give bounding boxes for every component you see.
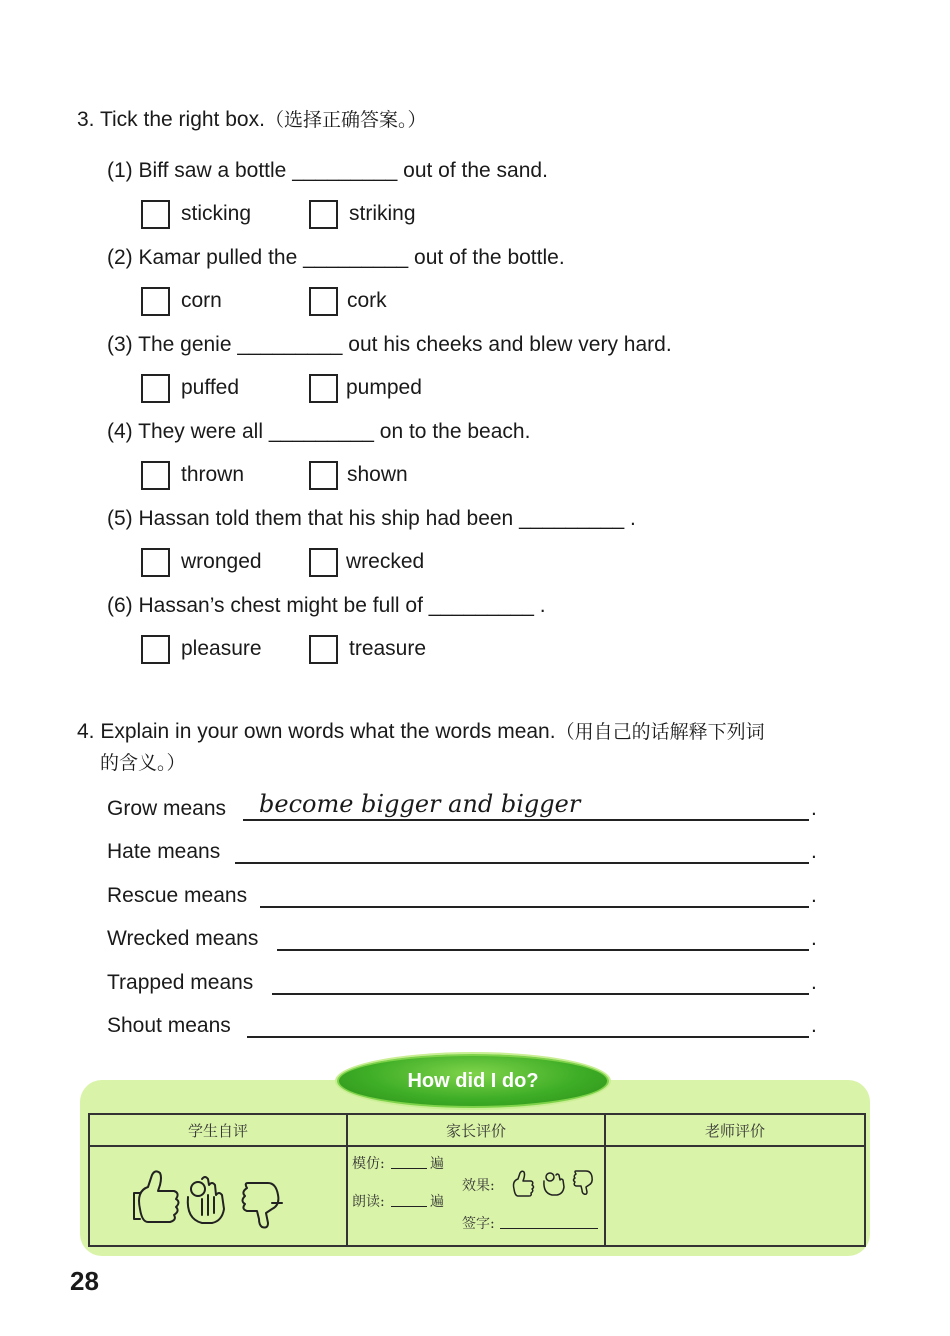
q3-4-option-a: thrown <box>181 463 245 486</box>
q3-4-option-b: shown <box>347 463 408 486</box>
page-number: 28 <box>70 1266 99 1296</box>
q3-6-option-a: pleasure <box>181 637 262 660</box>
col-parent-evaluation: 家长评价 <box>347 1114 605 1146</box>
q3-sentence-6: (6) Hassan’s chest might be full of _________ . <box>107 594 546 617</box>
col-teacher-evaluation: 老师评价 <box>605 1114 865 1146</box>
sign-label: 签字: <box>462 1216 495 1232</box>
imitate-times: 遍 <box>430 1156 444 1172</box>
q3-3-checkbox-a[interactable] <box>141 374 170 403</box>
q4-answer-line-wrecked[interactable] <box>277 949 809 951</box>
q3-2-option-a: corn <box>181 289 222 312</box>
read-times: 遍 <box>430 1194 444 1210</box>
teacher-evaluation-cell[interactable] <box>605 1146 865 1246</box>
q4-answer-line-rescue[interactable] <box>260 906 809 908</box>
self-evaluation-cell <box>89 1146 347 1246</box>
q4-label-wrecked: Wrecked means <box>107 927 259 950</box>
q3-1-option-b: striking <box>349 202 416 225</box>
q3-6-checkbox-b[interactable] <box>309 635 338 664</box>
period: . <box>811 1014 817 1037</box>
q3-sentence-4: (4) They were all _________ on to the beach. <box>107 420 531 443</box>
q3-2-checkbox-a[interactable] <box>141 287 170 316</box>
effect-label: 效果: <box>462 1178 495 1194</box>
effect-rating-icons <box>508 1165 602 1199</box>
q3-sentence-5: (5) Hassan told them that his ship had been _________ . <box>107 507 636 530</box>
read-count-field[interactable] <box>391 1206 427 1207</box>
q3-1-option-a: sticking <box>181 202 252 225</box>
question-4-title-en: 4. Explain in your own words what the words mean. <box>77 720 556 743</box>
question-4-title-line2 <box>100 748 186 775</box>
thumbs-down-icon[interactable] <box>243 1183 283 1228</box>
q4-label-shout: Shout means <box>107 1014 231 1037</box>
q4-answer-line-grow[interactable] <box>243 819 809 821</box>
ok-hand-icon[interactable] <box>188 1177 224 1223</box>
q3-1-checkbox-b[interactable] <box>309 200 338 229</box>
evaluation-table <box>88 1113 866 1247</box>
thumbs-up-icon[interactable] <box>134 1171 179 1222</box>
q3-1-checkbox-a[interactable] <box>141 200 170 229</box>
q3-3-option-b: pumped <box>346 376 422 399</box>
q4-answer-line-shout[interactable] <box>247 1036 809 1038</box>
how-did-i-do-badge: How did I do? <box>337 1054 609 1108</box>
q3-2-option-b: cork <box>347 289 387 312</box>
q3-4-checkbox-b[interactable] <box>309 461 338 490</box>
q4-label-rescue: Rescue means <box>107 884 248 907</box>
question-4-title-cn-2: 的含义。） <box>100 752 186 774</box>
ok-hand-icon[interactable] <box>544 1173 564 1195</box>
period: . <box>811 971 817 994</box>
imitate-count-field[interactable] <box>391 1168 427 1169</box>
read-label: 朗读: <box>352 1194 385 1210</box>
question-3-title-en: 3. Tick the right box. <box>77 108 265 131</box>
q3-6-checkbox-a[interactable] <box>141 635 170 664</box>
q3-5-option-b: wrecked <box>346 550 425 573</box>
q3-5-checkbox-b[interactable] <box>309 548 338 577</box>
question-4-title-cn: （用自己的话解释下列词 <box>555 721 765 743</box>
q4-label-hate: Hate means <box>107 840 221 863</box>
q3-sentence-2: (2) Kamar pulled the _________ out of the bottle. <box>107 246 565 269</box>
q3-3-checkbox-b[interactable] <box>309 374 338 403</box>
q4-label-grow: Grow means <box>107 797 227 820</box>
thumbs-up-icon[interactable] <box>514 1171 534 1196</box>
q3-5-checkbox-a[interactable] <box>141 548 170 577</box>
q4-answer-line-trapped[interactable] <box>272 993 809 995</box>
q3-sentence-3: (3) The genie _________ out his cheeks and blew very hard. <box>107 333 672 356</box>
q4-label-trapped: Trapped means <box>107 971 254 994</box>
q3-6-option-b: treasure <box>349 637 427 660</box>
q3-4-checkbox-a[interactable] <box>141 461 170 490</box>
period: . <box>811 884 817 907</box>
question-3-title <box>77 105 426 132</box>
q3-5-option-a: wronged <box>181 550 262 573</box>
period: . <box>811 927 817 950</box>
parent-evaluation-cell <box>347 1146 605 1246</box>
q4-answer-grow: become bigger and bigger <box>259 790 581 818</box>
imitate-label: 模仿: <box>352 1156 385 1172</box>
thumbs-down-icon[interactable] <box>574 1171 593 1194</box>
col-self-evaluation: 学生自评 <box>89 1114 347 1146</box>
q4-answer-line-hate[interactable] <box>235 862 809 864</box>
signature-field[interactable] <box>500 1228 598 1229</box>
q3-3-option-a: puffed <box>181 376 240 399</box>
q3-sentence-1: (1) Biff saw a bottle _________ out of the sand. <box>107 159 548 182</box>
question-3-title-cn: （选择正确答案。） <box>264 109 427 131</box>
self-rating-icons <box>90 1147 348 1245</box>
period: . <box>811 840 817 863</box>
period: . <box>811 797 817 820</box>
q3-2-checkbox-b[interactable] <box>309 287 338 316</box>
question-4-title <box>77 717 765 744</box>
